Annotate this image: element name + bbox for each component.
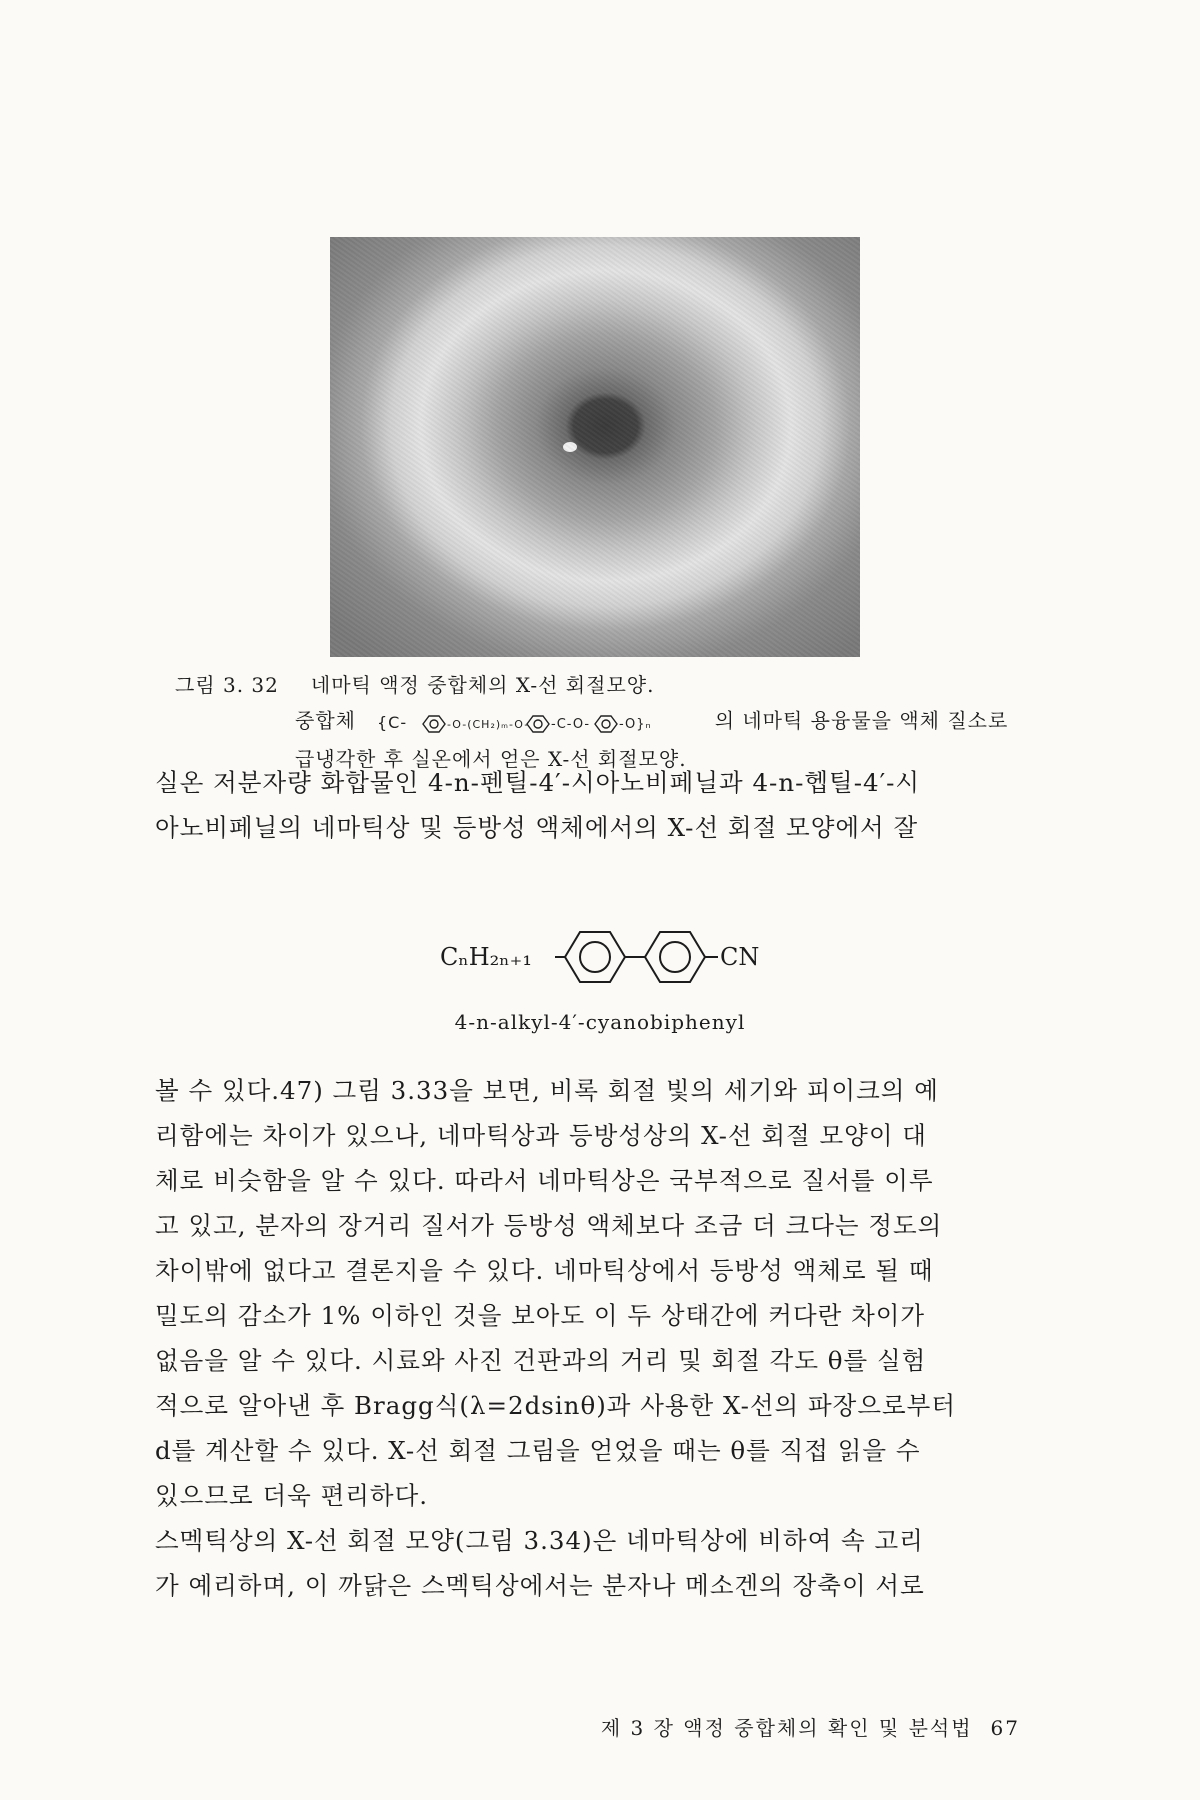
svg-text:-C-O-: -C-O-	[551, 717, 591, 732]
figure-label: 그림 3. 32	[175, 673, 279, 697]
cn-group-label: CN	[720, 943, 760, 971]
text-line: 리함에는 차이가 있으나, 네마틱상과 등방성상의 X-선 회절 모양이 대	[155, 1121, 927, 1150]
svg-text:-O-(CH₂)ₘ-O-: -O-(CH₂)ₘ-O-	[447, 718, 530, 731]
text-line: 없음을 알 수 있다. 시료와 사진 건판과의 거리 및 회절 각도 θ를 실험	[155, 1346, 927, 1375]
text-line: 체로 비슷함을 알 수 있다. 따라서 네마틱상은 국부적으로 질서를 이루	[155, 1166, 934, 1195]
caption-line-2	[175, 702, 1055, 742]
text-line: 가 예리하며, 이 까닭은 스멕틱상에서는 분자나 메소겐의 장축이 서로	[155, 1571, 925, 1600]
text-line: 밀도의 감소가 1% 이하인 것을 보아도 이 두 상태간에 커다란 차이가	[155, 1301, 926, 1330]
svg-text:{C-: {C-	[377, 713, 408, 732]
text-line: 볼 수 있다.47) 그림 3.33을 보면, 비록 회절 빛의 세기와 피이크의 예	[155, 1076, 939, 1105]
alkyl-group-label: CₙH₂ₙ₊₁	[440, 943, 532, 971]
text-line: d를 계산할 수 있다. X-선 회절 그림을 얻었을 때는 θ를 직접 읽을 수	[155, 1436, 921, 1465]
text-line: 스멕틱상의 X-선 회절 모양(그림 3.34)은 네마틱상에 비하여 속 고리	[155, 1526, 924, 1555]
paragraph-1	[155, 760, 1035, 850]
text-line: 적으로 알아낸 후 Bragg식(λ=2dsinθ)과 사용한 X-선의 파장으로부터	[155, 1391, 956, 1420]
paragraph-2	[155, 1068, 1035, 1518]
svg-text:-O}ₙ: -O}ₙ	[619, 717, 653, 732]
text-line: 차이밖에 없다고 결론지을 수 있다. 네마틱상에서 등방성 액체로 될 때	[155, 1256, 934, 1285]
text-line: 고 있고, 분자의 장거리 질서가 등방성 액체보다 조금 더 크다는 정도의	[155, 1211, 943, 1240]
caption-line-1	[175, 668, 1055, 702]
structure-name: 4-n-alkyl-4′-cyanobiphenyl	[454, 1010, 746, 1034]
text-line: 실온 저분자량 화합물인 4-n-펜틸-4′-시아노비페닐과 4-n-헵틸-4′-시	[155, 768, 921, 797]
figure-title: 네마틱 액정 중합체의 X-선 회절모양.	[310, 673, 655, 697]
polymer-formula-icon	[375, 702, 695, 742]
caption-line-3: 급냉각한 후 실온에서 얻은 X-선 회절모양.	[295, 747, 687, 771]
text-line: 아노비페닐의 네마틱상 및 등방성 액체에서의 X-선 회절 모양에서 잘	[155, 813, 919, 842]
paragraph-3	[155, 1518, 1035, 1608]
chapter-title: 제 3 장 액정 중합체의 확인 및 분석법	[600, 1716, 973, 1740]
beam-stop-spot	[563, 442, 577, 452]
xray-diffraction-photo	[330, 237, 860, 657]
text-line: 있으므로 더욱 편리하다.	[155, 1481, 429, 1510]
page-number: 67	[990, 1716, 1020, 1740]
running-footer	[520, 1712, 1020, 1741]
caption-prefix: 중합체	[295, 708, 356, 733]
caption-suffix: 의 네마틱 용융물을 액체 질소로	[714, 708, 1009, 733]
cyanobiphenyl-structure	[420, 905, 820, 1005]
